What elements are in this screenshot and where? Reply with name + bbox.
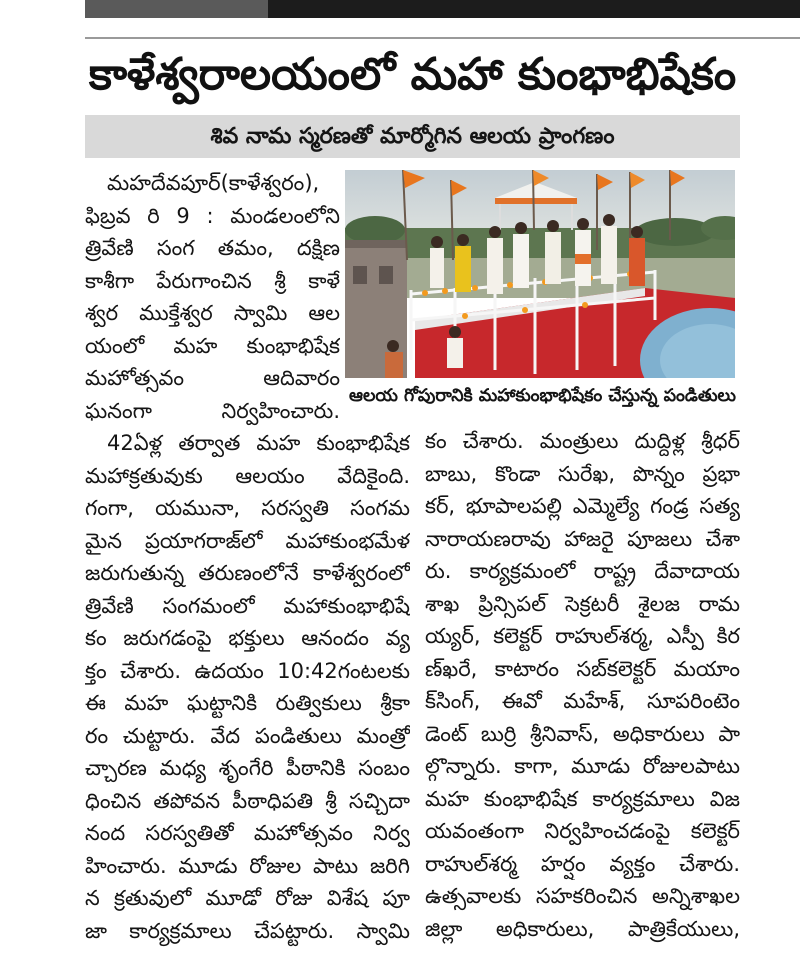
left-column-line: క్తం చేశారు. ఉదయం 10:42గంటలకు	[85, 658, 410, 683]
header-rule	[85, 37, 800, 39]
left-column-line: మహదేవపూర్(కాళేశ్వరం),	[107, 171, 320, 195]
left-column-line: శ్వర ముక్తేశ్వర స్వామి ఆల	[85, 301, 340, 325]
right-column-line: మహ కుంభాభిషేక కార్యక్రమాలు విజ	[425, 786, 740, 811]
left-column-line: నంద సరస్వతితో మహోత్సవం నిర్వ	[85, 821, 410, 845]
right-column-line: యవంతంగా నిర్వహించడంపై కలెక్టర్	[425, 819, 740, 843]
left-column-line: కాశీగా పేరుగాంచిన శ్రీ కాళే	[85, 268, 340, 293]
right-column-line: ల్గొన్నారు. కాగా, మూడు రోజులపాటు	[425, 754, 740, 778]
left-column-line: ఫిబ్రవ రి 9 : మండలంలోని	[85, 203, 340, 228]
right-column-line: క్‌సింగ్, ఈవో మహేశ్, సూపరింటెం	[425, 689, 740, 713]
right-column-line: జిల్లా అధికారులు, పాత్రికేయులు,	[425, 916, 740, 941]
left-column-line: ఈ మహ ఘట్టానికి రుత్వికులు శ్రీకా	[85, 691, 410, 715]
photo-caption: ఆలయ గోపురానికి మహాకుంభాభిషేకం చేస్తున్న పండితులు	[349, 386, 736, 406]
right-column-line: ణ్‌ఖరే, కాటారం సబ్‌కలెక్టర్ మయాం	[425, 656, 740, 681]
article-headline: కాళేశ్వరాలయంలో మహా కుంభాభిషేకం	[88, 49, 737, 100]
right-column-line: శాఖ ప్రిన్సిపల్ సెక్రటరీ శైలజ రామ	[425, 591, 740, 616]
left-column-line: 42ఏళ్ల తర్వాత మహ కుంభాభిషేక	[107, 431, 410, 455]
right-column-line: డెంట్ బుర్రి శ్రీనివాస్, అధికారులు పా	[425, 721, 740, 746]
article-left-column	[85, 167, 410, 947]
article-right-column	[425, 425, 740, 945]
left-column-line: ధించిన తపోవన పీఠాధిపతి శ్రీ సచ్చిదా	[85, 788, 410, 813]
right-column-line: రాహుల్‌శర్మ హర్షం వ్యక్తం చేశారు.	[425, 851, 740, 876]
left-column-line: చ్చారణ మధ్య శృంగేరి పీఠానికి సంబం	[85, 756, 410, 780]
left-column-line: న క్రతువులో మూడో రోజు విశేష పూ	[85, 886, 410, 910]
left-column-line: హించారు. మూడు రోజుల పాటు జరిగి	[85, 853, 410, 878]
left-column-line: కం జరుగడంపై భక్తులు ఆనందం వ్య	[85, 626, 410, 650]
left-column-line: ఘనంగా నిర్వహించారు.	[85, 398, 340, 423]
left-column-line: మహోత్సవం ఆదివారం	[85, 366, 340, 390]
left-column-line: మైన ప్రయాగరాజ్‌లో మహాకుంభమేళ	[85, 528, 410, 553]
right-column-line: రు. కార్యక్రమంలో రాష్ట్ర దేవాదాయ	[425, 559, 740, 583]
left-column-line: త్రివేణి సంగ తమం, దక్షిణ	[85, 236, 340, 260]
left-column-line: రం చుట్టారు. వేద పండితులు మంత్రో	[85, 723, 410, 748]
left-column-line: జా కార్యక్రమాలు చేపట్టారు. స్వామి	[85, 918, 410, 943]
left-column-line: జరుగుతున్న తరుణంలోనే కాళేశ్వరంలో	[85, 561, 410, 585]
left-column-line: గంగా, యమునా, సరస్వతి సంగమ	[85, 496, 410, 520]
left-column-line: మహాక్రతువుకు ఆలయం వేదికైంది.	[85, 463, 410, 488]
right-column-line: కర్, భూపాలపల్లి ఎమ్మెల్యే గండ్ర సత్య	[425, 494, 740, 518]
right-column-line: బాబు, కొండా సురేఖ, పొన్నం ప్రభా	[425, 461, 740, 486]
top-bar-gray-segment	[85, 0, 268, 18]
left-column-line: యంలో మహ కుంభాభిషేక	[85, 333, 340, 358]
right-column-line: ఉత్సవాలకు సహకరించిన అన్నిశాఖల	[425, 884, 740, 908]
left-column-line: త్రివేణి సంగమంలో మహాకుంభాభిషే	[85, 593, 410, 618]
right-column-line: నారాయణరావు హాజరై పూజలు చేశా	[425, 526, 740, 551]
right-column-line: కం చేశారు. మంత్రులు దుద్దిళ్ల శ్రీధర్	[425, 429, 740, 453]
top-bar-dark-segment	[268, 0, 800, 18]
right-column-line: య్యర్, కలెక్టర్ రాహుల్‌శర్మ, ఎస్పీ కిర	[425, 624, 740, 648]
article-subheadline: శివ నామ స్మరణతో మార్మోగిన ఆలయ ప్రాంగణం	[85, 115, 740, 158]
